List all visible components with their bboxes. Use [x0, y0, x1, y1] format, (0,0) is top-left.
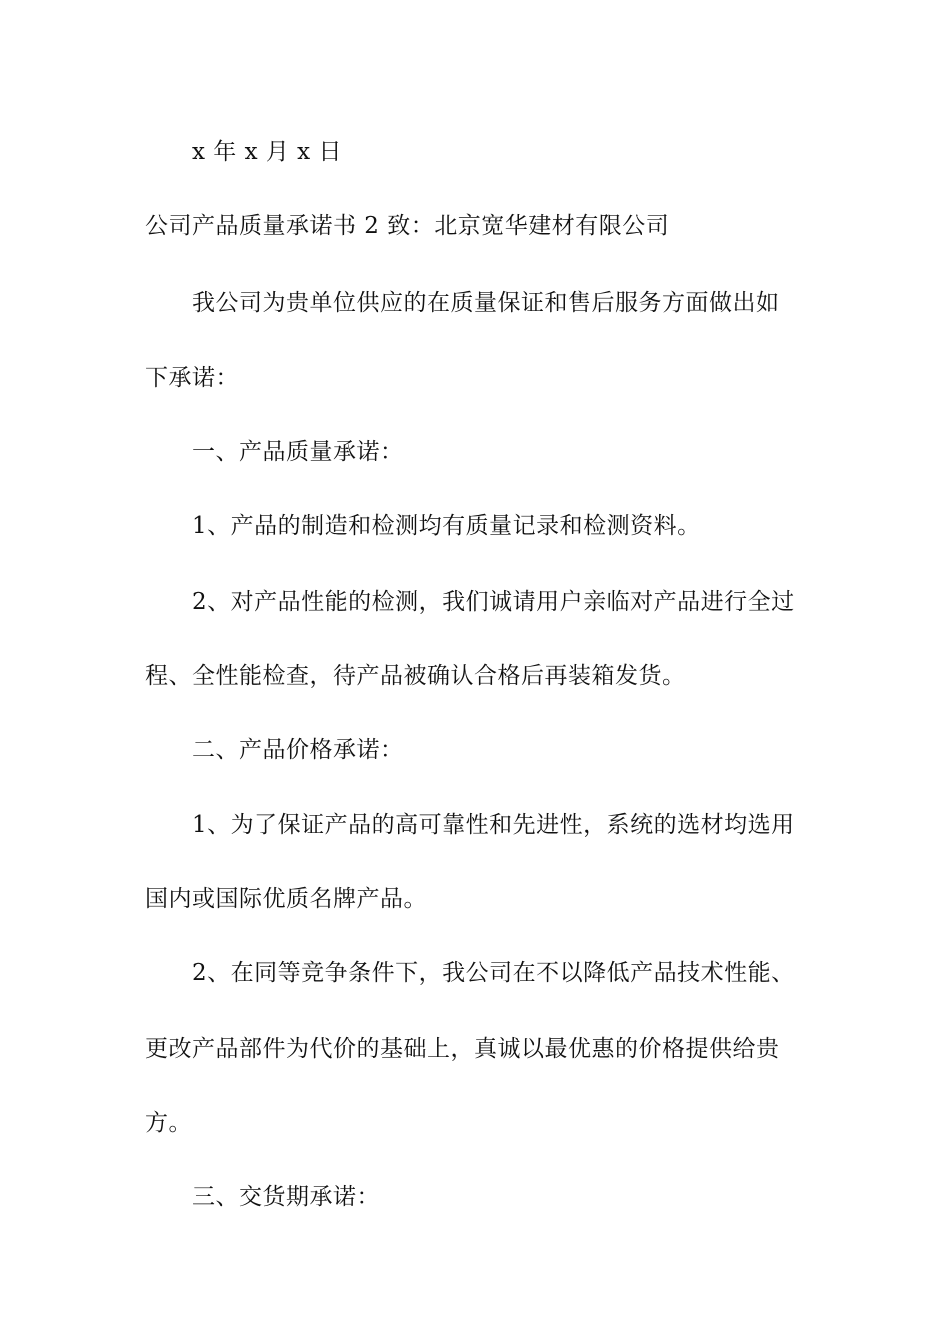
price-item-1-line-1: 1、为了保证产品的高可靠性和先进性，系统的选材均选用 — [192, 812, 795, 838]
intro-paragraph-line-2: 下承诺： — [145, 365, 239, 391]
intro-paragraph-line-1: 我公司为贵单位供应的在质量保证和售后服务方面做出如 — [192, 290, 780, 316]
quality-item-2-line-1: 2、对产品性能的检测，我们诚请用户亲临对产品进行全过 — [192, 589, 795, 615]
price-item-2-line-2: 更改产品部件为代价的基础上，真诚以最优惠的价格提供给贵 — [145, 1036, 780, 1062]
price-item-1-line-2: 国内或国际优质名牌产品。 — [145, 886, 427, 912]
quality-item-1: 1、产品的制造和检测均有质量记录和检测资料。 — [192, 513, 701, 539]
date-line: x 年 x 月 x 日 — [192, 139, 342, 165]
letter-heading: 公司产品质量承诺书 2 致：北京宽华建材有限公司 — [145, 213, 670, 239]
price-item-2-line-3: 方。 — [145, 1110, 192, 1136]
section-heading-delivery: 三、交货期承诺： — [192, 1184, 380, 1210]
quality-item-2-line-2: 程、全性能检查，待产品被确认合格后再装箱发货。 — [145, 663, 686, 689]
section-heading-quality: 一、产品质量承诺： — [192, 439, 404, 465]
price-item-2-line-1: 2、在同等竞争条件下，我公司在不以降低产品技术性能、 — [192, 960, 795, 986]
section-heading-price: 二、产品价格承诺： — [192, 737, 404, 763]
